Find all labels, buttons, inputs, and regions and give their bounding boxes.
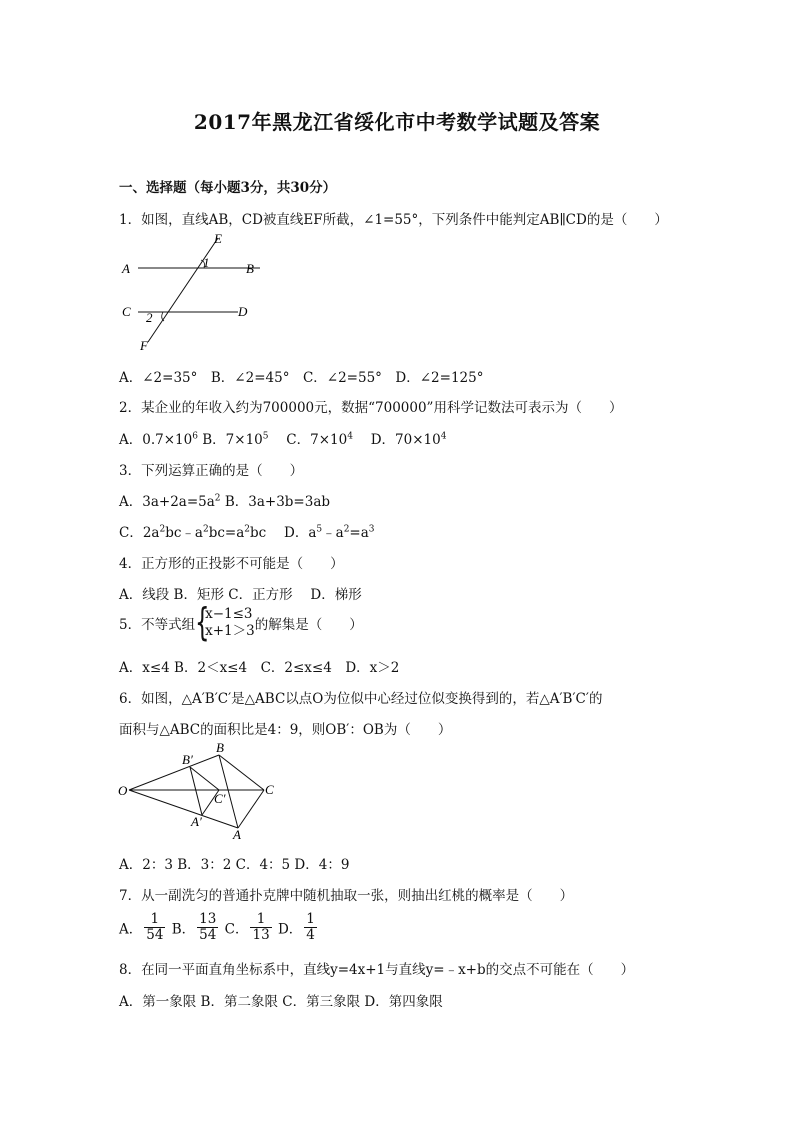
question-3-options-row2: C．$2a^2bc﹣a^2bc=a^2bc$ D．$a^5﹣a^2=a^3$ [119,524,375,541]
question-2-options: A．$0.7\times 10^6$ B．$7\times 10^5$ C．$7\times 10^4$ D．$70\times 10^4$ [119,431,447,448]
page-title: 2017年黑龙江省绥化市中考数学试题及答案 [193,110,601,134]
label-A: A [122,261,130,276]
fraction-a: $\frac{1}{54}$ [146,911,164,943]
question-2-stem: 2．某企业的年收入约为700000元，数据“700000”用科学记数法可表示为（ ） [119,400,623,416]
question-1-figure [118,230,278,355]
question-4-options: A．线段 B．矩形 C．正方形 D．梯形 [119,587,362,603]
fraction-c: $\frac{1}{13}$ [252,911,270,943]
label-angle-1: 1 [203,255,210,270]
label-C: C [122,304,131,319]
label-F: F [140,338,148,353]
question-4-stem: 4．正方形的正投影不可能是（ ） [119,556,344,572]
question-1-options: A．∠2=35° B．∠2=45° C．∠2=55° D．∠2=125° [119,370,484,386]
label-C: C [265,782,274,797]
question-7-options: A． $\frac{1}{54}$ B． $\frac{13}{54}$ C． $\frac{1}{13}$ D． $\frac{1}{4}$ [119,911,315,943]
fraction-b: $\frac{13}{54}$ [199,911,217,943]
question-5-stem: 5．不等式组 { x−1≤3 x+1＞3 的解集是（ ） [119,600,363,644]
label-D: D [238,304,248,319]
label-A: A [233,827,241,840]
label-E: E [214,231,222,246]
question-6-stem-line1: 6．如图，△A′B′C′是△ABC以点O为位似中心经过位似变换得到的，若△A′B′C′的 [119,691,603,707]
label-A-prime: A′ [191,814,202,829]
label-B: B [216,740,224,755]
label-C-prime: C′ [214,791,226,806]
brace-icon: { [195,600,210,644]
fraction-d: $\frac{1}{4}$ [306,911,315,943]
question-8-options: A．第一象限 B．第二象限 C．第三象限 D．第四象限 [119,994,443,1010]
question-6-figure [116,740,286,840]
question-8-stem: 8．在同一平面直角坐标系中，直线y=4x+1与直线y=﹣x+b的交点不可能在（ ） [119,962,635,978]
question-6-options: A．2：3 B．3：2 C．4：5 D．4：9 [119,857,350,873]
question-5-options: A．x≤4 B．2＜x≤4 C．2≤x≤4 D．x＞2 [119,660,400,676]
label-O: O [118,783,128,798]
label-angle-2: 2 [146,310,153,325]
inequality-system: { x−1≤3 x+1＞3 [195,600,255,644]
question-1-stem: 1．如图，直线AB，CD被直线EF所截，∠1=55°，下列条件中能判定AB∥CD的是（ ） [119,212,668,228]
question-3-stem: 3．下列运算正确的是（ ） [119,463,304,479]
question-7-stem: 7．从一副洗匀的普通扑克牌中随机抽取一张，则抽出红桃的概率是（ ） [119,888,574,904]
section-heading: 一、选择题（每小题3分，共30分） [119,180,337,196]
question-6-stem-line2: 面积与△ABC的面积比是4：9，则OB′：OB为（ ） [119,722,452,738]
label-B: B [246,261,254,276]
question-3-options-row1: A．$3a+2a=5a^2$ B．3a+3b=3ab [119,493,331,510]
label-B-prime: B′ [182,752,193,767]
